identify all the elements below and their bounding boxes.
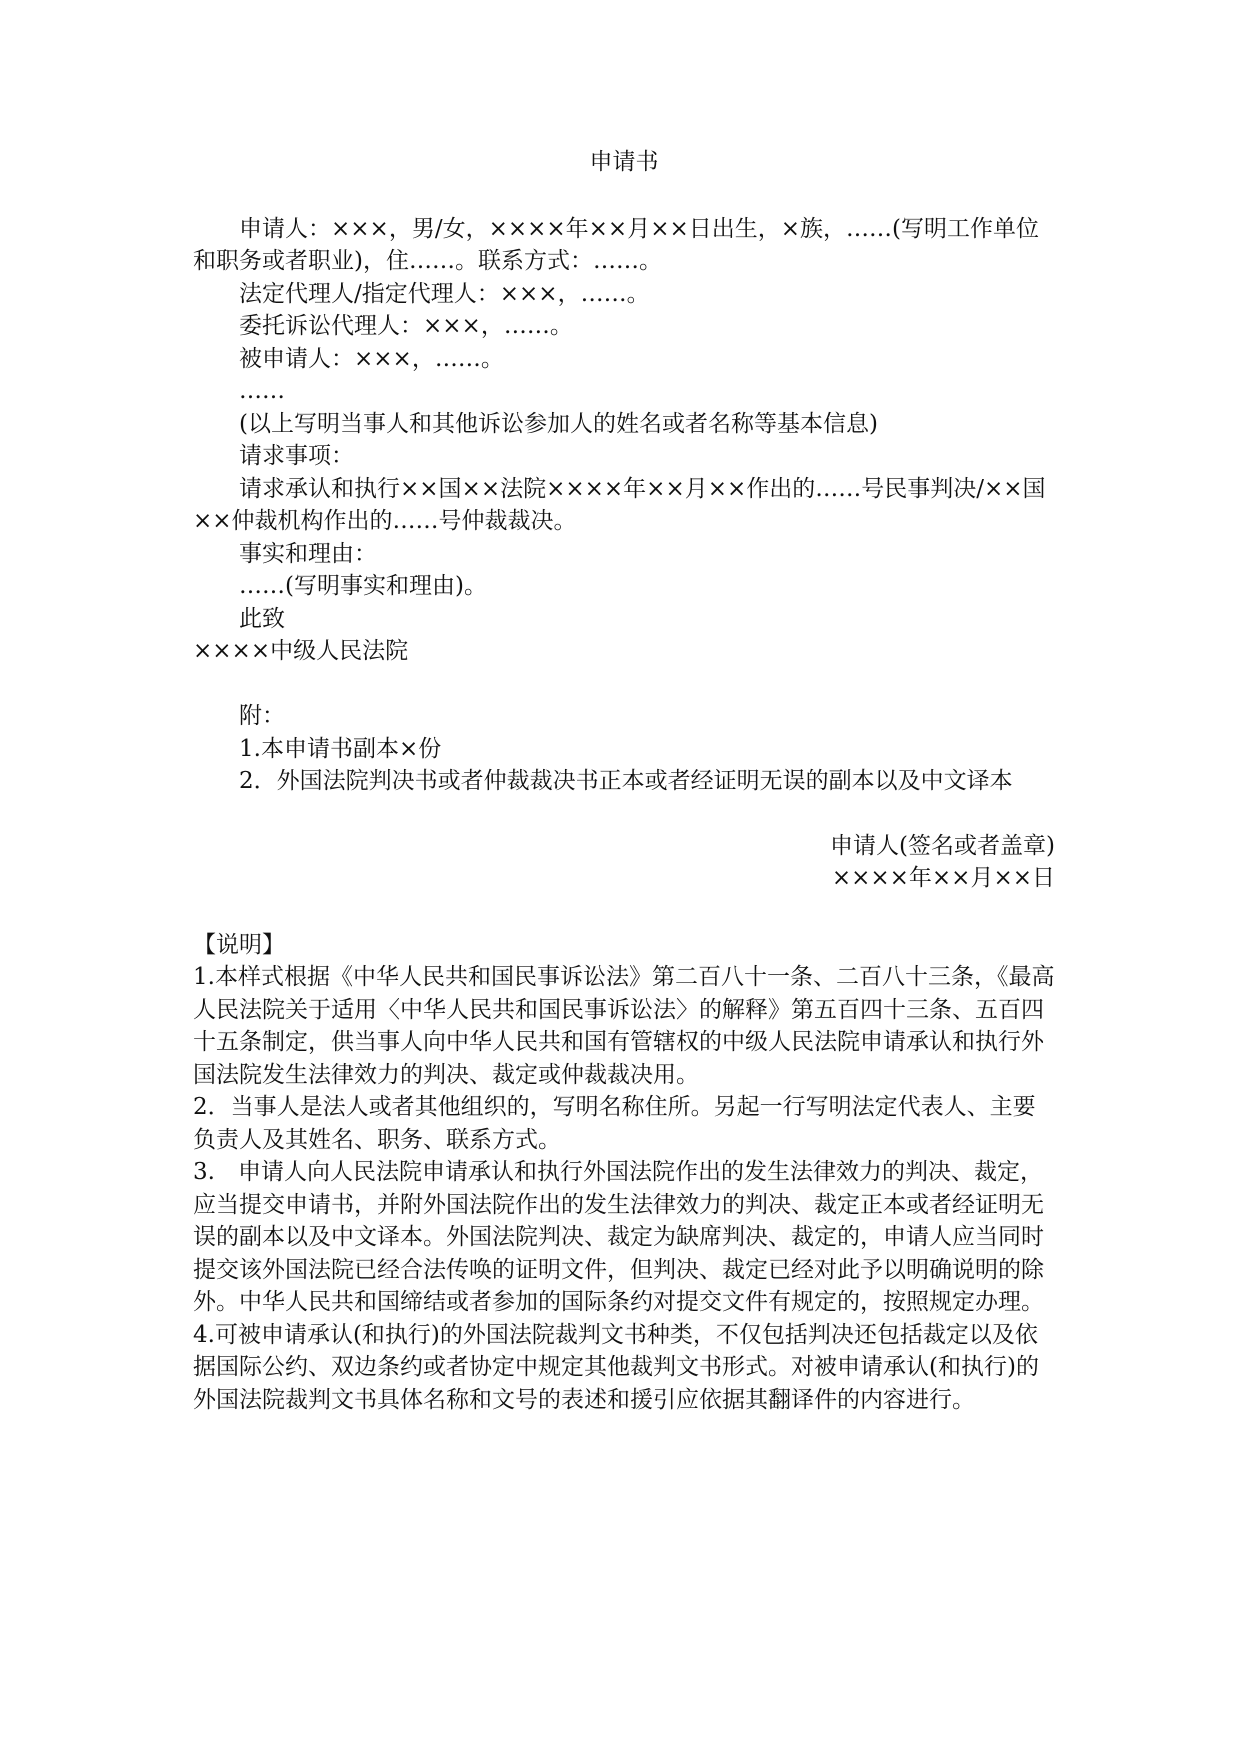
entrusted-agent-line: 委托诉讼代理人：×××，……。 <box>239 313 573 339</box>
closing-section <box>193 603 1055 668</box>
legal-agent-line: 法定代理人/指定代理人：×××，……。 <box>239 280 650 307</box>
explanation-heading: 【说明】 <box>193 931 285 958</box>
explanation-item: 1.本样式根据《中华人民共和国民事诉讼法》第二百八十一条、二百八十三条，《最高人民法院关于适用〈中华人民共和国民事诉讼法〉的解释》第五百四十三条、五百四十五条制定，供当事人向中华人民共和国有管辖权的中级人民法院申请承认和执行外国法院发生法律效力的判决、裁定或仲裁裁决用。 <box>193 964 1055 1088</box>
request-section <box>193 440 1055 538</box>
signer-line: 申请人(签名或者盖章) <box>830 832 1055 859</box>
explanation-section <box>193 929 1055 1417</box>
facts-text: ……(写明事实和理由)。 <box>239 573 487 599</box>
document-title: 申请书 <box>589 149 659 175</box>
parties-section <box>193 213 1055 441</box>
parties-note: (以上写明当事人和其他诉讼参加人的姓名或者名称等基本信息) <box>239 410 878 437</box>
document-body <box>193 146 1055 1416</box>
request-text: 请求承认和执行××国××法院××××年××月××作出的……号民事判决/××国××仲裁机构作出的……号仲裁裁决。 <box>193 475 1046 534</box>
request-heading: 请求事项： <box>239 443 354 469</box>
explanation-item: 3. 申请人向人民法院申请承认和执行外国法院作出的发生法律效力的判决、裁定，应当提交申请书，并附外国法院作出的发生法律效力的判决、裁定正本或者经证明无误的副本以及中文译本。外国法院判决、裁定为缺席判决、裁定的，申请人应当同时提交该外国法院已经合法传唤的证明文件，但判决、裁定已经对此予以明确说明的除外。中华人民共和国缔结或者参加的国际条约对提交文件有规定的，按照规定办理。 <box>193 1159 1044 1315</box>
explanation-item: 2．当事人是法人或者其他组织的，写明名称住所。另起一行写明法定代表人、主要负责人及其姓名、职务、联系方式。 <box>193 1094 1036 1153</box>
parties-ellipsis: …… <box>239 378 285 404</box>
applicant-line: 申请人：×××，男/女，××××年××月××日出生，×族，……(写明工作单位和职务或者职业)，住……。联系方式：……。 <box>193 215 1039 274</box>
attachment-item: 2．外国法院判决书或者仲裁裁决书正本或者经证明无误的副本以及中文译本 <box>239 768 1013 794</box>
court-name: ××××中级人民法院 <box>193 638 409 664</box>
attachment-item: 1.本申请书副本×份 <box>239 735 442 762</box>
signature-date: ××××年××月××日 <box>831 865 1055 891</box>
attachments-heading: 附： <box>239 703 285 729</box>
facts-heading: 事实和理由： <box>239 540 377 567</box>
explanation-item: 4.可被申请承认(和执行)的外国法院裁判文书种类，不仅包括判决还包括裁定以及依据国际公约、双边条约或者协定中规定其他裁判文书形式。对被申请承认(和执行)的外国法院裁判文书具体名称和文号的表述和援引应依据其翻译件的内容进行。 <box>193 1321 1039 1413</box>
blank-line <box>193 668 1055 701</box>
attachments-section <box>193 700 1055 798</box>
signature-block <box>193 830 1055 895</box>
salutation: 此致 <box>239 605 285 632</box>
respondent-line: 被申请人：×××，……。 <box>239 345 504 372</box>
facts-section <box>193 538 1055 603</box>
